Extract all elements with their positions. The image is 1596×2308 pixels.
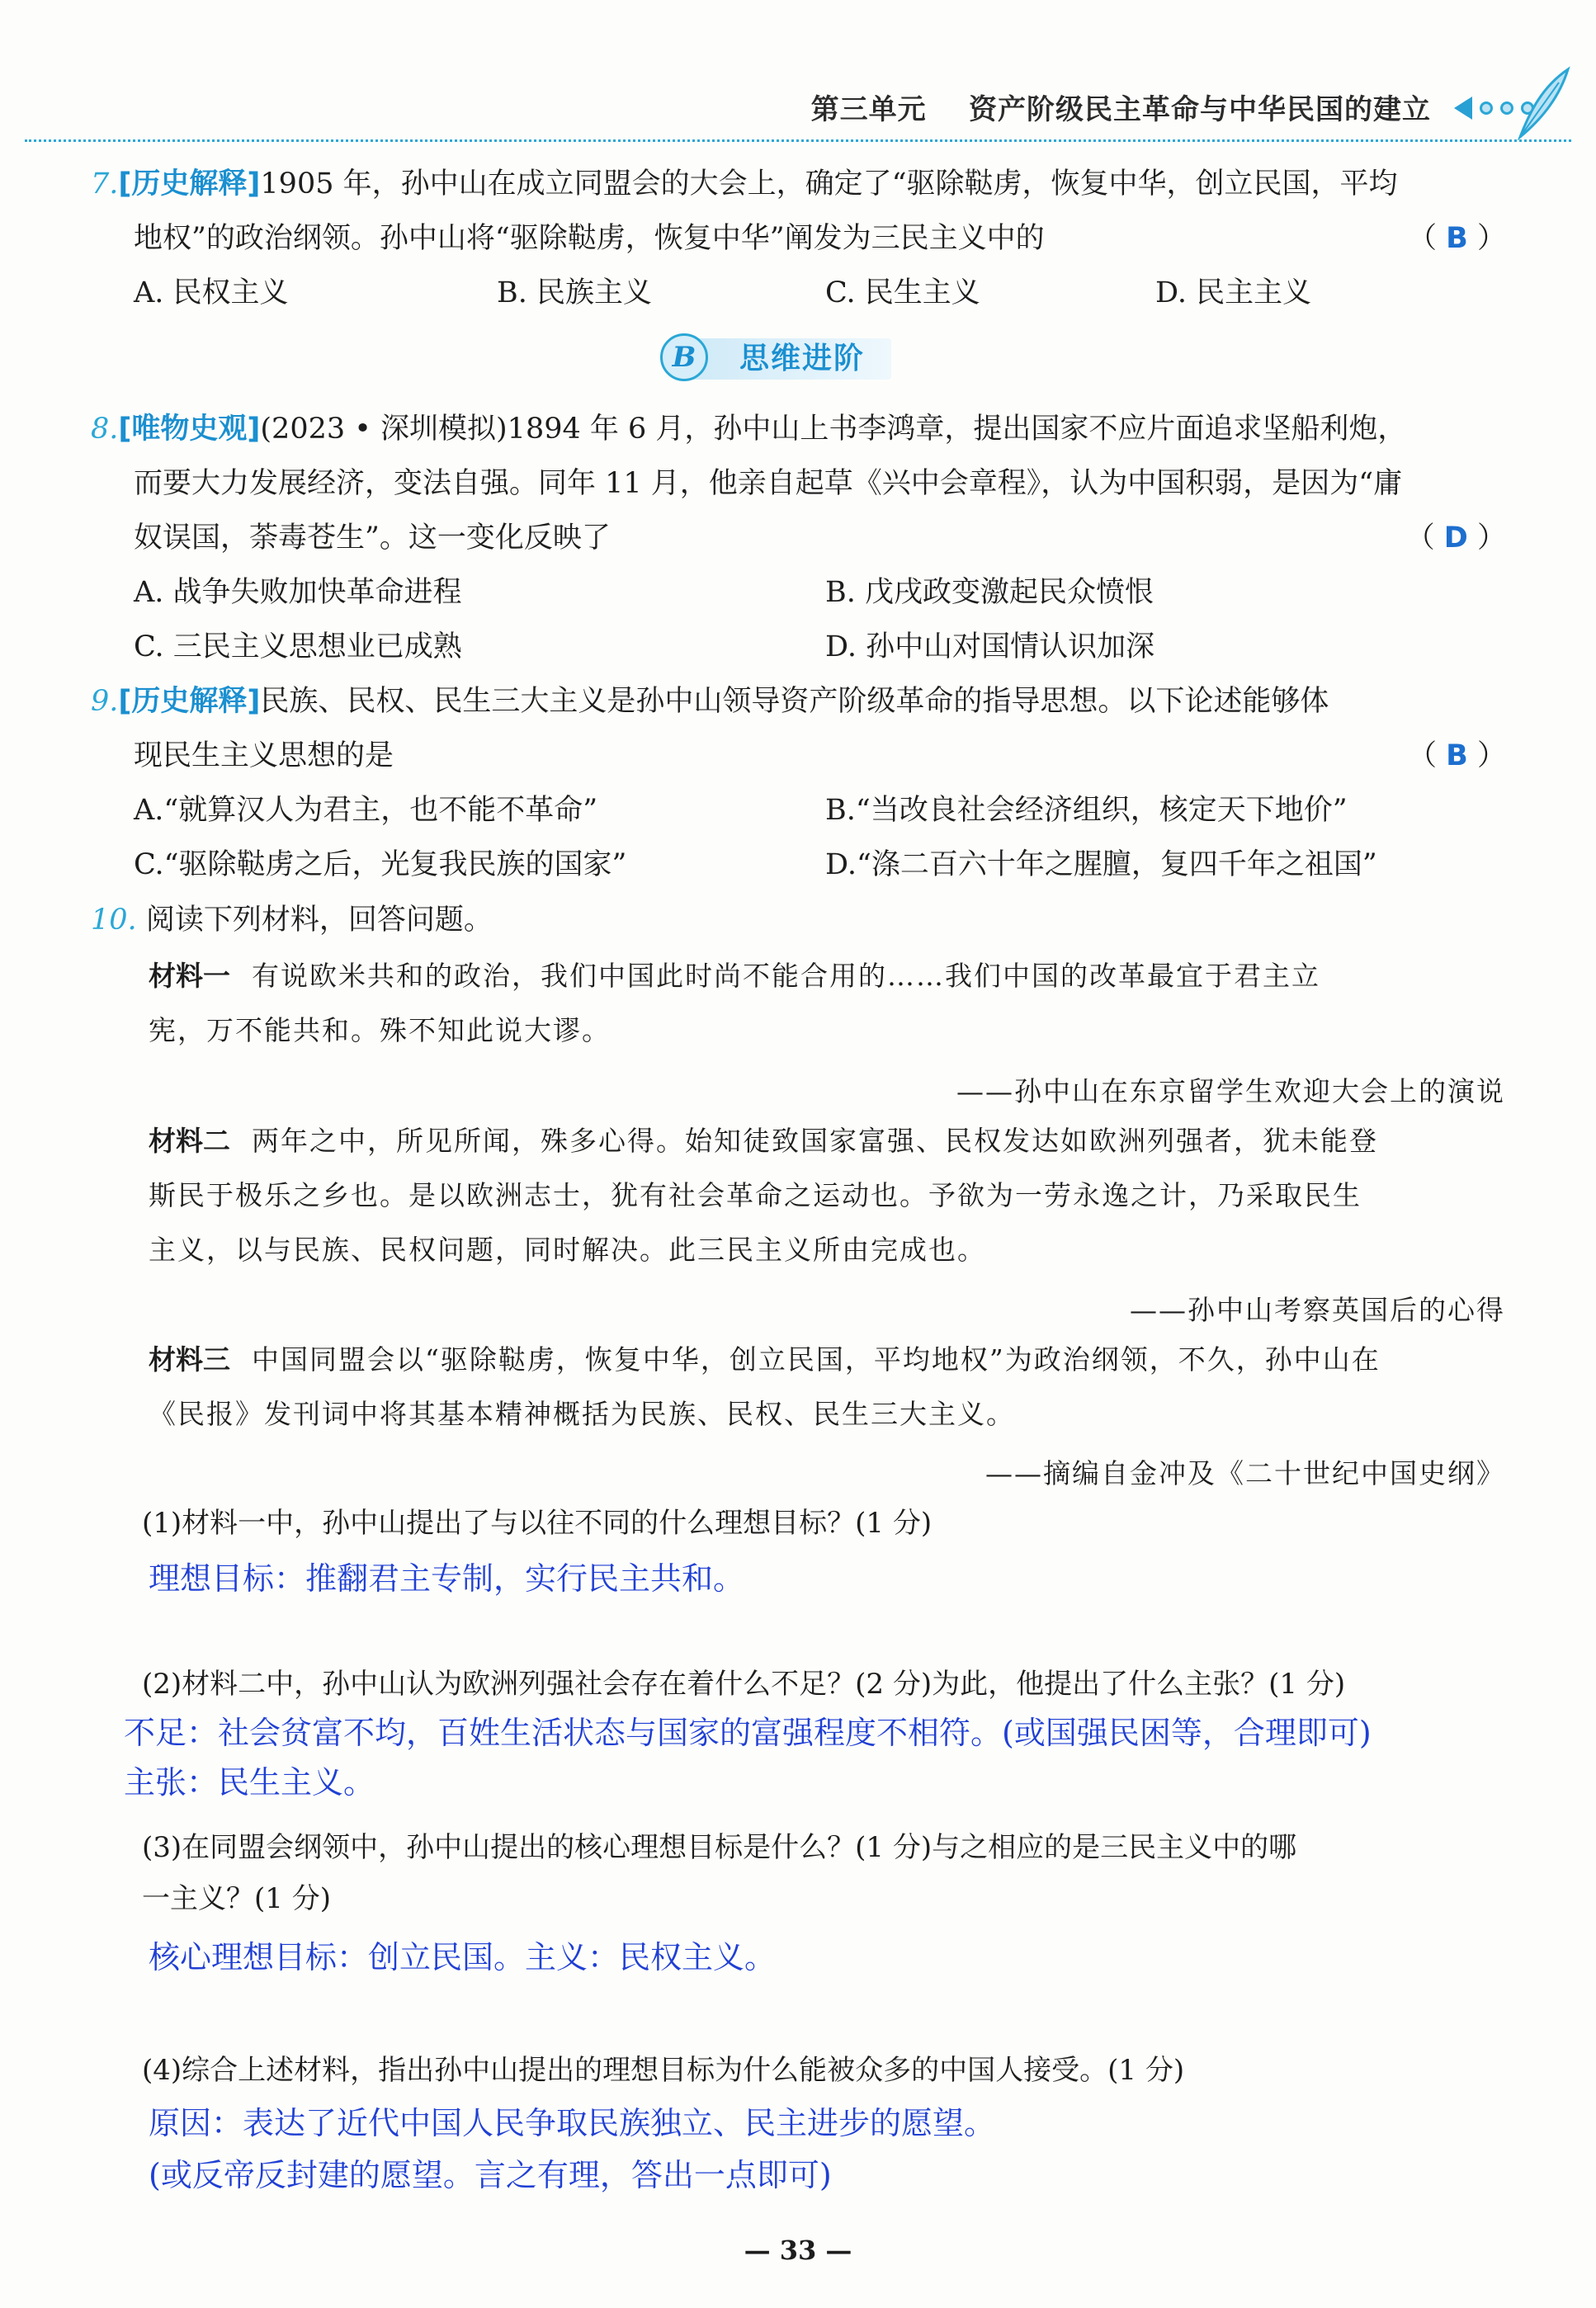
dot-icon [1500,101,1513,115]
material-source: ——孙中山在东京留学生欢迎大会上的演说 [956,1075,1505,1107]
question-8 [91,402,1506,674]
sub-question-1: (1)材料一中，孙中山提出了与以往不同的什么理想目标？(1 分) [142,1507,933,1540]
material-text: 宪，万不能共和。殊不知此说大谬。 [149,1014,611,1046]
options-row [91,266,1506,320]
page-number: — 33 — [744,2235,852,2266]
question-text: 奴误国，荼毒苍生”。这一变化反映了 [134,522,611,555]
material-text: 两年之中，所见所闻，殊多心得。始知徒致国家富强、民权发达如欧洲列强者，犹未能登 [252,1125,1378,1157]
question-text: 1905 年，孙中山在成立同盟会的大会上，确定了“驱除鞑虏，恢复中华，创立民国，平均 [260,168,1398,201]
material-2 [149,1114,1506,1277]
options-row [91,620,1506,674]
material-label: 材料一 [149,960,230,992]
question-text: 现民生主义思想的是 [134,739,394,772]
question-number: 8. [91,413,119,446]
option-b: B. 戊戌政变激起民众愤恨 [825,576,1154,609]
answer-bracket: （ B ） [1408,222,1506,255]
question-number: 10. [91,904,137,937]
options-row [91,783,1506,838]
material-label: 材料三 [149,1343,230,1376]
question-9-line-2 [91,729,1506,783]
question-text: (2023 • 深圳模拟)1894 年 6 月，孙中山上书李鸿章，提出国家不应片面追求坚船利炮， [260,413,1407,446]
option-c: C.“驱除鞑虏之后，光复我民族的国家” [134,848,627,881]
question-8-line-3 [91,511,1506,565]
material-label: 材料二 [149,1125,230,1157]
question-10 [91,893,1506,947]
option-a: A.“就算汉人为君主，也不能不革命” [134,794,598,827]
material-source: ——孙中山考察英国后的心得 [1130,1294,1505,1326]
material-1 [149,949,1506,1058]
option-a: A. 民权主义 [134,276,289,309]
answer-text-4b: (或反帝反封建的愿望。言之有理，答出一点即可) [149,2157,832,2193]
question-7-line-2 [91,211,1506,266]
page-header [25,78,1571,144]
sub-question-3: (3)在同盟会纲领中，孙中山提出的核心理想目标是什么？(1 分)与之相应的是三民主义中的哪 一主义？(1 分) [142,1831,1297,1915]
answer-text-3: 核心理想目标：创立民国。主义：民权主义。 [149,1939,777,1975]
option-b: B.“当改良社会经济组织，核定天下地价” [825,794,1348,827]
question-tag: [历史解释] [118,685,261,718]
dot-icon [1480,101,1493,115]
answer-text-4a: 原因：表达了近代中国人民争取民族独立、民主进步的愿望。 [149,2105,996,2141]
question-7 [91,157,1506,320]
question-tag: [历史解释] [118,168,261,201]
sub-question-2: (2)材料二中，孙中山认为欧洲列强社会存在着什么不足？(2 分)为此，他提出了什么主张？(1 分) [142,1668,1346,1701]
options-row [91,838,1506,892]
header-divider [25,139,1571,142]
answer-letter: B [1446,739,1468,772]
section-heading-b [660,332,900,385]
material-text: 中国同盟会以“驱除鞑虏，恢复中华，创立民国，平均地权”为政治纲领，不久，孙中山在 [252,1343,1381,1376]
question-text: 民族、民权、民生三大主义是孙中山领导资产阶级革命的指导思想。以下论述能够体 [260,685,1329,718]
option-c: C. 民生主义 [825,276,980,309]
section-title: 思维进阶 [739,342,866,375]
answer-bracket: （ D ） [1405,522,1506,555]
question-9-line-1 [91,674,1506,729]
feather-icon [1513,66,1571,140]
answer-letter: D [1443,522,1468,555]
option-d: D. 孙中山对国情认识加深 [825,630,1155,663]
answer-bracket: （ B ） [1408,739,1506,772]
option-b: B. 民族主义 [497,276,652,309]
answer-letter: B [1446,222,1468,255]
material-text: 斯民于极乐之乡也。是以欧洲志士，犹有社会革命之运动也。予欲为一劳永逸之计，乃采取民生 [149,1179,1362,1211]
material-3 [149,1333,1506,1442]
question-8-line-2: 而要大力发展经济，变法自强。同年 11 月，他亲自起草《兴中会章程》，认为中国积弱，是因为“庸 [134,467,1403,500]
answer-text-2a: 不足：社会贫富不均，百姓生活状态与国家的富强程度不相符。(或国强民困等，合理即可) [124,1715,1372,1751]
section-letter-badge: B [660,333,708,381]
option-d: D.“涤二百六十年之腥膻，复四千年之祖国” [825,848,1377,881]
material-text: 有说欧米共和的政治，我们中国此时尚不能合用的……我们中国的改革最宜于君主立 [252,960,1320,992]
question-7-line-1 [91,157,1506,211]
unit-title: 第三单元 资产阶级民主革命与中华民国的建立 [810,93,1431,126]
option-c: C. 三民主义思想业已成熟 [134,630,462,663]
option-a: A. 战争失败加快革命进程 [134,576,462,609]
question-intro: 阅读下列材料，回答问题。 [145,904,493,937]
answer-text-1: 理想目标：推翻君主专制，实行民主共和。 [149,1560,745,1597]
option-d: D. 民主主义 [1155,276,1312,309]
question-number: 9. [91,685,119,718]
material-text: 主义，以与民族、民权问题，同时解决。此三民主义所由完成也。 [149,1234,986,1266]
material-source: ——摘编自金冲及《二十世纪中国史纲》 [985,1457,1505,1489]
question-text: 地权”的政治纲领。孙中山将“驱除鞑虏，恢复中华”阐发为三民主义中的 [134,222,1045,255]
sub-question-4: (4)综合上述材料，指出孙中山提出的理想目标为什么能被众多的中国人接受。(1 分) [142,2054,1185,2087]
question-9 [91,674,1506,892]
options-row [91,565,1506,620]
material-text: 《民报》发刊词中将其基本精神概括为民族、民权、民生三大主义。 [149,1398,1015,1430]
question-number: 7. [91,168,119,201]
answer-text-2b: 主张：民生主义。 [124,1764,375,1801]
question-8-line-1 [91,402,1506,456]
triangle-left-icon [1454,97,1472,120]
question-tag: [唯物史观] [118,413,261,446]
